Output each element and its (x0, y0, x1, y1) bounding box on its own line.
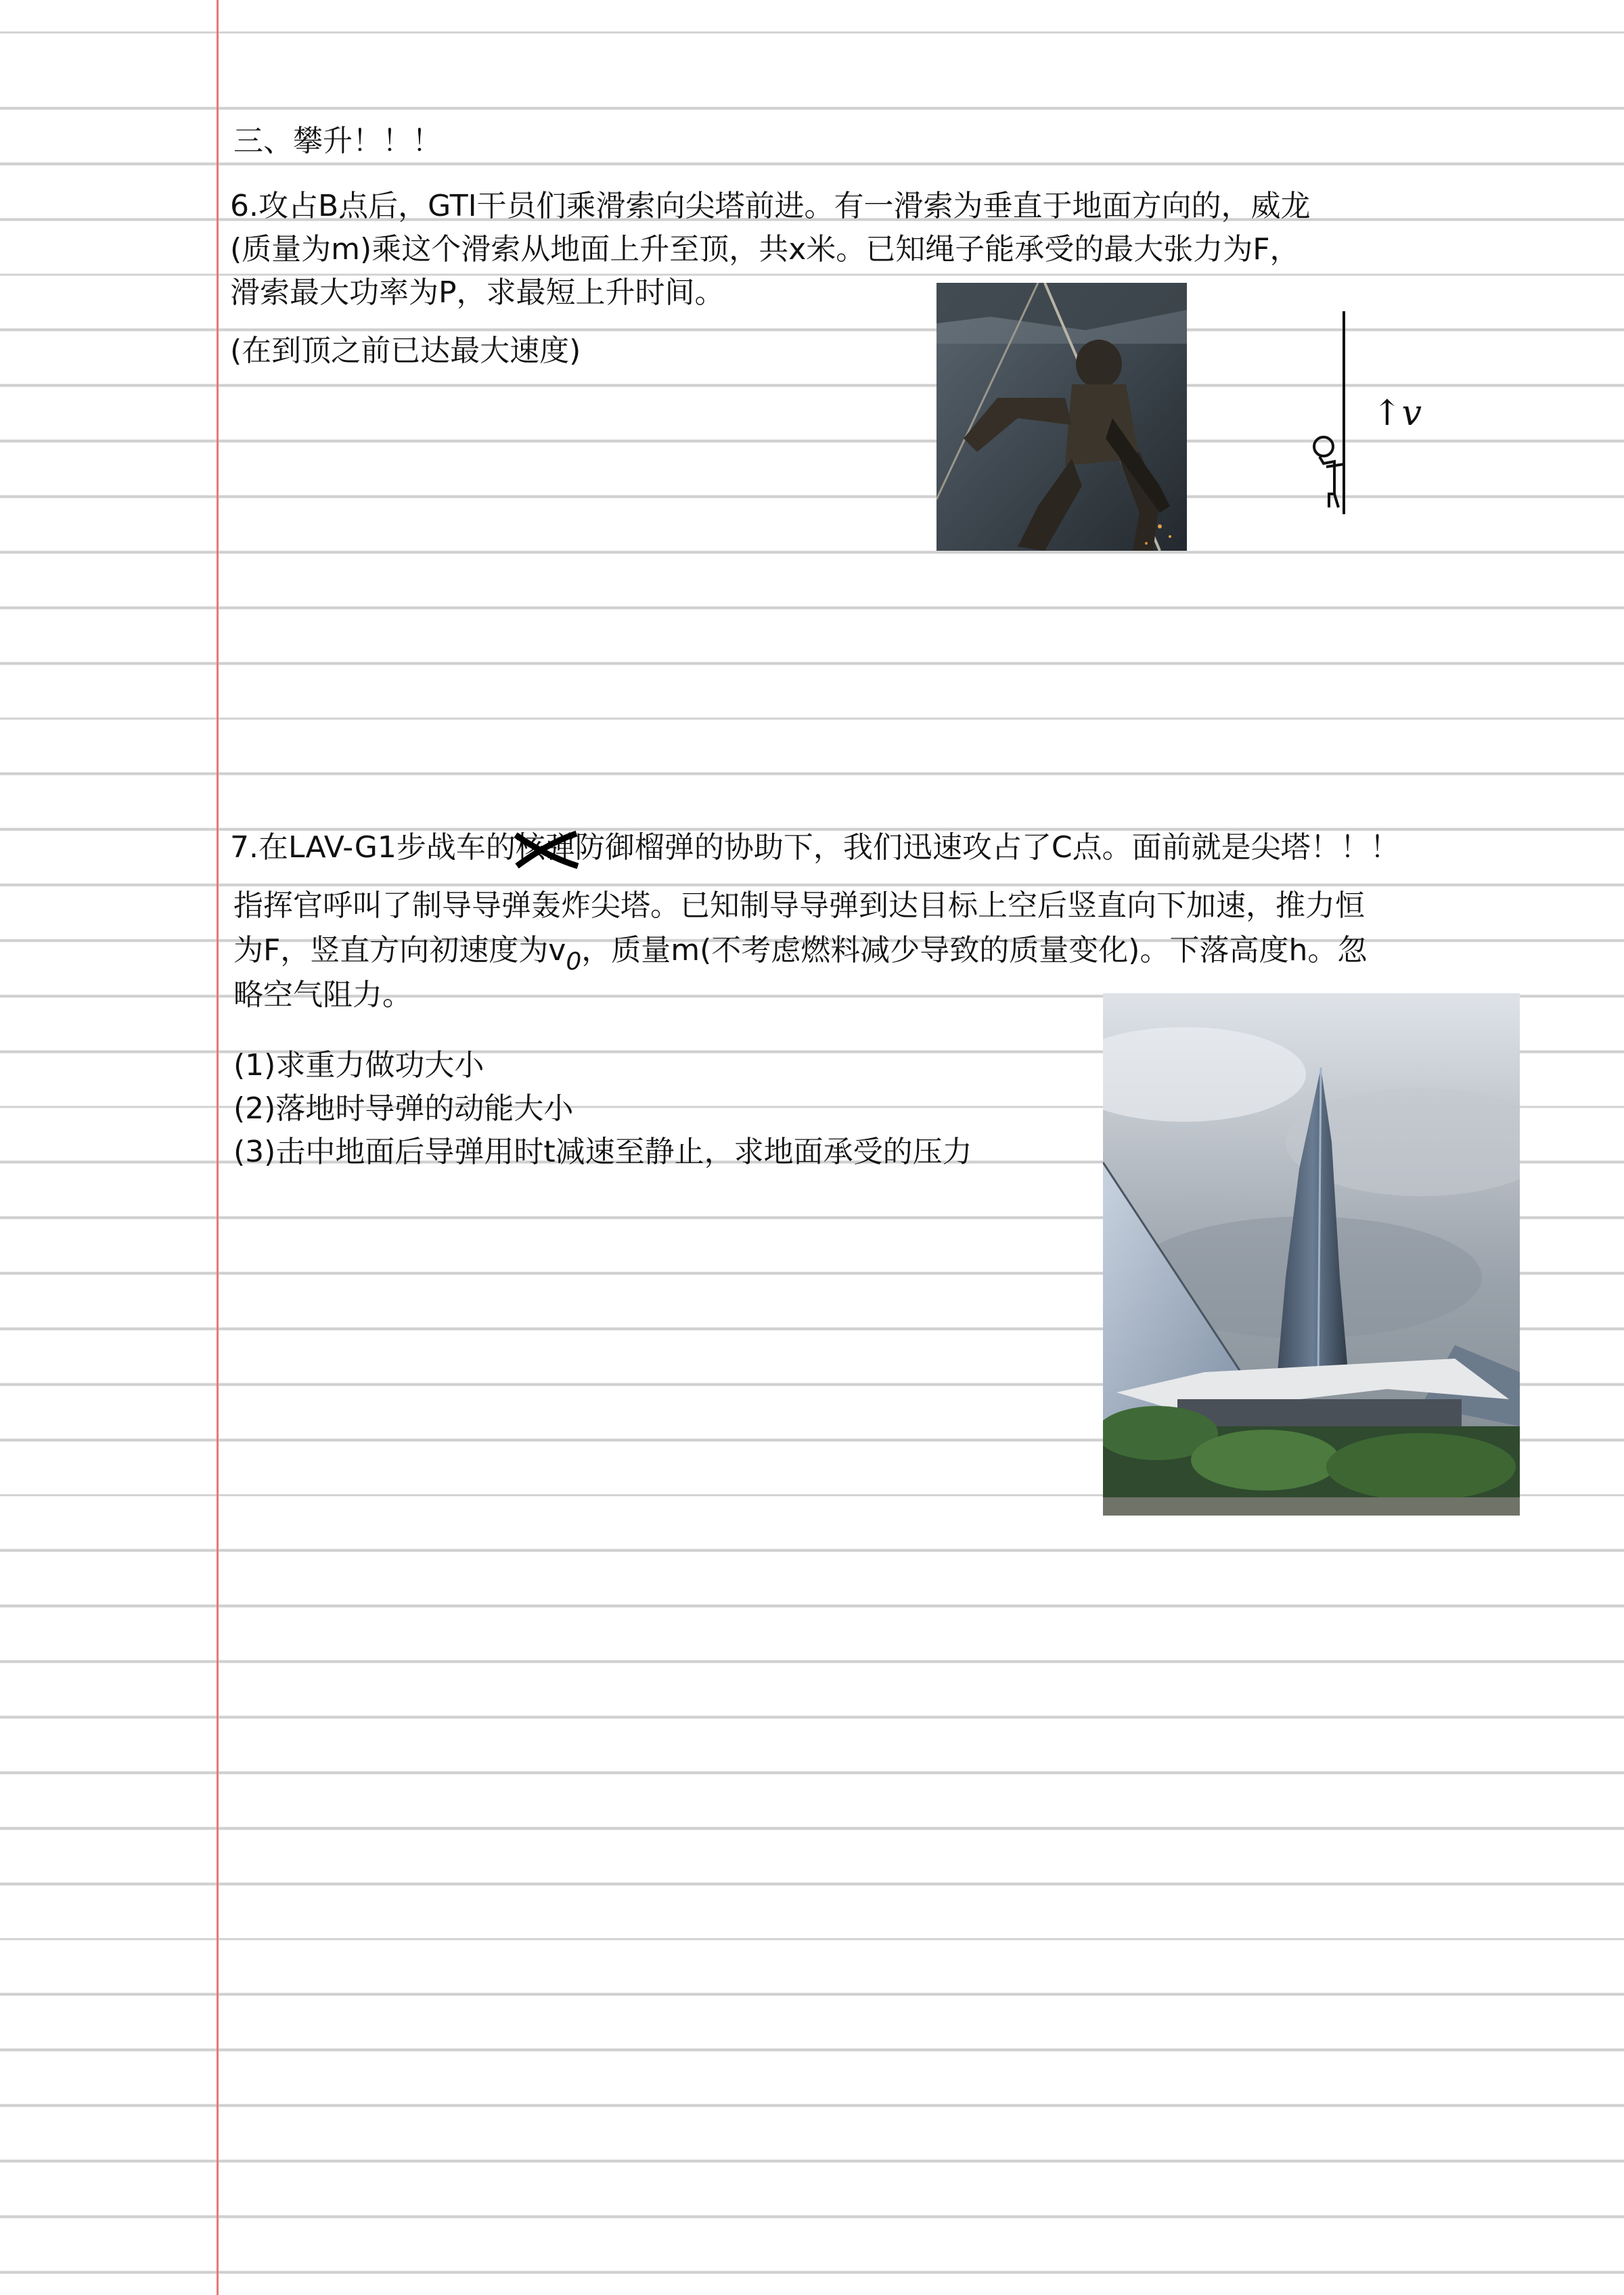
zipline-soldier-photo (937, 283, 1187, 551)
strike-mark (513, 830, 581, 869)
q7-sub-2: (2)落地时导弹的动能大小 (233, 1091, 574, 1126)
q7-line-1-end: 防御榴弹的协助下，我们迅速攻占了C点。面前就是尖塔！！！ (574, 830, 1400, 865)
q6-line-3: 滑索最大功率为P，求最短上升时间。 (230, 275, 725, 310)
q7-line-3 (233, 930, 1367, 974)
q7-line-3-end: ，质量m(不考虑燃料减少导致的质量变化)。下落高度h。忽 (581, 933, 1368, 968)
q7-sub-1: (1)求重力做功大小 (233, 1048, 484, 1083)
struck-text (516, 827, 575, 869)
v0-subscript: 0 (566, 948, 582, 976)
section-heading: 三、攀升！！！ (233, 124, 442, 158)
margin-rule (217, 0, 219, 2295)
struck-word: 核弹 (515, 830, 575, 865)
q6-line-1: 6.攻占B点后，GTI干员们乘滑索向尖塔前进。有一滑索为垂直于地面方向的，威龙 (230, 189, 1311, 223)
q7-line-1-start: 7.在LAV-G1步战车的 (230, 830, 516, 865)
q6-line-2: (质量为m)乘这个滑索从地面上升至顶，共x米。已知绳子能承受的最大张力为F， (230, 232, 1300, 267)
q7-line-3-start: 为F，竖直方向初速度为v (233, 933, 566, 968)
velocity-label: ↑v (1372, 393, 1422, 434)
q7-line-2: 指挥官呼叫了制导导弹轰炸尖塔。已知制导导弹到达目标上空后竖直向下加速，推力恒 (233, 888, 1365, 923)
q7-line-4: 略空气阻力。 (233, 978, 412, 1012)
q7-line-1 (230, 827, 1400, 869)
spire-tower-photo (1103, 993, 1520, 1516)
q7-sub-3: (3)击中地面后导弹用时t减速至静止，求地面承受的压力 (233, 1135, 972, 1169)
q6-note: (在到顶之前已达最大速度) (230, 334, 581, 368)
